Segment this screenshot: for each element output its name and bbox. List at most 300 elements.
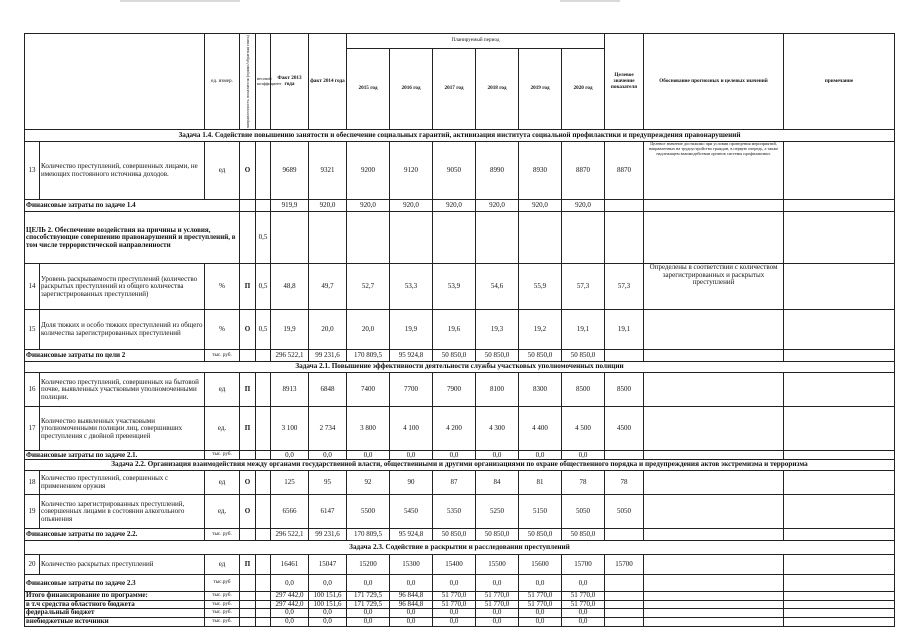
fact-2013-value: 9689 bbox=[271, 142, 309, 200]
empty-cell bbox=[256, 600, 271, 609]
total-value: 51 770,0 bbox=[433, 592, 476, 601]
header-year: 2020 год bbox=[562, 48, 605, 130]
empty-cell bbox=[644, 609, 784, 618]
plan-value: 8300 bbox=[519, 373, 562, 407]
finance-value: 170 809,5 bbox=[347, 529, 390, 541]
total-value: 0,0 bbox=[519, 609, 562, 618]
finance-value: 99 231,6 bbox=[309, 529, 347, 541]
table-row bbox=[25, 495, 895, 529]
table-header bbox=[25, 34, 895, 130]
total-value: 0,0 bbox=[476, 617, 519, 626]
finance-value: 0,0 bbox=[476, 575, 519, 592]
target-value: 8500 bbox=[605, 373, 644, 407]
justification-text bbox=[644, 310, 784, 350]
plan-value: 4 300 bbox=[476, 407, 519, 451]
header-year: 2016 год bbox=[390, 48, 433, 130]
indicator-weight bbox=[256, 471, 271, 495]
finance-value: 50 850,0 bbox=[562, 350, 605, 362]
plan-value: 5350 bbox=[433, 495, 476, 529]
empty-cell bbox=[347, 212, 390, 264]
plan-value: 5050 bbox=[562, 495, 605, 529]
plan-value: 15700 bbox=[562, 555, 605, 575]
empty-cell bbox=[644, 451, 784, 460]
empty-cell bbox=[240, 200, 256, 212]
empty-cell bbox=[256, 529, 271, 541]
finance-value: 0,0 bbox=[309, 575, 347, 592]
empty-cell bbox=[240, 609, 256, 618]
empty-cell bbox=[644, 200, 784, 212]
justification-text bbox=[644, 555, 784, 575]
empty-cell bbox=[644, 575, 784, 592]
plan-value: 81 bbox=[519, 471, 562, 495]
fact-2014-value: 2 734 bbox=[309, 407, 347, 451]
plan-value: 15200 bbox=[347, 555, 390, 575]
note-text bbox=[784, 373, 895, 407]
plan-value: 19,2 bbox=[519, 310, 562, 350]
empty-cell bbox=[271, 212, 309, 264]
finance-value: 920,0 bbox=[390, 200, 433, 212]
total-row bbox=[25, 617, 895, 626]
finance-value: 0,0 bbox=[347, 575, 390, 592]
finance-label: Финансовые затраты по задаче 2.1. bbox=[25, 451, 205, 460]
empty-cell bbox=[256, 350, 271, 362]
total-value: 51 770,0 bbox=[562, 600, 605, 609]
total-value: 0,0 bbox=[390, 609, 433, 618]
plan-value: 19,6 bbox=[433, 310, 476, 350]
empty-cell bbox=[784, 600, 895, 609]
indicator-weight: 0,5 bbox=[256, 310, 271, 350]
fact-2013-value: 16461 bbox=[271, 555, 309, 575]
total-value: 51 770,0 bbox=[433, 600, 476, 609]
finance-value: 0,0 bbox=[390, 575, 433, 592]
empty-cell bbox=[605, 451, 644, 460]
finance-value: 0,0 bbox=[562, 451, 605, 460]
empty-cell bbox=[784, 212, 895, 264]
finance-value: 50 850,0 bbox=[562, 529, 605, 541]
header-year: 2015 год bbox=[347, 48, 390, 130]
total-value: 171 729,5 bbox=[347, 592, 390, 601]
finance-value: 0,0 bbox=[271, 451, 309, 460]
header-weight: весовой коэффициент bbox=[256, 34, 271, 130]
justification-text bbox=[644, 495, 784, 529]
finance-value: 0,0 bbox=[476, 451, 519, 460]
plan-value: 3 800 bbox=[347, 407, 390, 451]
indicator-direction: О bbox=[240, 495, 256, 529]
goal-2-weight: 0,5 bbox=[256, 212, 271, 264]
row-number: 20 bbox=[25, 555, 40, 575]
total-unit: тыс. руб. bbox=[205, 609, 240, 618]
target-value: 19,1 bbox=[605, 310, 644, 350]
header-unit: ед. измер. bbox=[205, 34, 240, 130]
indicator-unit: ед. bbox=[205, 407, 240, 451]
header-planned-period: Планируемый период bbox=[347, 34, 605, 49]
empty-cell bbox=[256, 200, 271, 212]
fact-2013-value: 3 100 bbox=[271, 407, 309, 451]
empty-cell bbox=[784, 575, 895, 592]
finance-value: 920,0 bbox=[433, 200, 476, 212]
total-row bbox=[25, 609, 895, 618]
header-target: Целевое значение показателя bbox=[605, 34, 644, 130]
row-number: 13 bbox=[25, 142, 40, 200]
indicator-unit: % bbox=[205, 310, 240, 350]
note-text bbox=[784, 471, 895, 495]
header-justification: Обоснование прогнозных и целевых значений bbox=[644, 34, 784, 130]
empty-cell bbox=[784, 350, 895, 362]
plan-value: 5150 bbox=[519, 495, 562, 529]
plan-value: 8930 bbox=[519, 142, 562, 200]
target-value: 15700 bbox=[605, 555, 644, 575]
finance-value: 99 231,6 bbox=[309, 350, 347, 362]
finance-row bbox=[25, 350, 895, 362]
fact-2014-value: 6147 bbox=[309, 495, 347, 529]
target-value: 57,3 bbox=[605, 264, 644, 310]
target-value: 5050 bbox=[605, 495, 644, 529]
total-value: 0,0 bbox=[347, 617, 390, 626]
total-value: 297 442,0 bbox=[271, 600, 309, 609]
empty-cell bbox=[240, 212, 256, 264]
total-value: 96 844,8 bbox=[390, 600, 433, 609]
empty-cell bbox=[605, 575, 644, 592]
empty-cell bbox=[784, 617, 895, 626]
total-value: 0,0 bbox=[562, 609, 605, 618]
empty-cell bbox=[390, 212, 433, 264]
empty-cell bbox=[784, 529, 895, 541]
plan-value: 4 400 bbox=[519, 407, 562, 451]
plan-value: 4 200 bbox=[433, 407, 476, 451]
header-direction: направленность показателя (прямо/обратная связь) bbox=[240, 34, 256, 130]
empty-cell bbox=[476, 212, 519, 264]
table-row bbox=[25, 264, 895, 310]
total-value: 96 844,8 bbox=[390, 592, 433, 601]
finance-value: 920,0 bbox=[347, 200, 390, 212]
plan-value: 90 bbox=[390, 471, 433, 495]
empty-cell bbox=[644, 617, 784, 626]
empty-cell bbox=[644, 592, 784, 601]
total-label: Итого финансирование по программе: bbox=[25, 592, 205, 601]
finance-value: 296 522,1 bbox=[271, 529, 309, 541]
finance-value: 0,0 bbox=[390, 451, 433, 460]
indicator-weight: 0,5 bbox=[256, 264, 271, 310]
justification-text bbox=[644, 373, 784, 407]
finance-value: 919,9 bbox=[271, 200, 309, 212]
finance-value: 50 850,0 bbox=[433, 529, 476, 541]
indicator-name: Количество раскрытых преступлений bbox=[40, 555, 205, 575]
finance-value: 95 924,8 bbox=[390, 350, 433, 362]
finance-row bbox=[25, 200, 895, 212]
indicator-unit: ед bbox=[205, 373, 240, 407]
plan-value: 5250 bbox=[476, 495, 519, 529]
justification-text: Определены в соответствии с количеством зарегистрированных и раскрытых преступлений bbox=[644, 264, 784, 310]
indicator-name: Количество зарегистрированных преступлений, совершенных лицами в состоянии алкогольного опьянения bbox=[40, 495, 205, 529]
empty-cell bbox=[784, 592, 895, 601]
total-value: 0,0 bbox=[433, 609, 476, 618]
empty-cell bbox=[240, 592, 256, 601]
fact-2013-value: 8913 bbox=[271, 373, 309, 407]
indicator-name: Доля тяжких и особо тяжких преступлений из общего количества зарегистрированных преступлений bbox=[40, 310, 205, 350]
finance-label: Финансовые затраты по цели 2 bbox=[25, 350, 205, 362]
indicator-unit: ед bbox=[205, 555, 240, 575]
plan-value: 5450 bbox=[390, 495, 433, 529]
empty-cell bbox=[605, 592, 644, 601]
table-row bbox=[25, 373, 895, 407]
note-text bbox=[784, 407, 895, 451]
total-value: 51 770,0 bbox=[519, 600, 562, 609]
plan-value: 54,6 bbox=[476, 264, 519, 310]
plan-value: 92 bbox=[347, 471, 390, 495]
row-number: 17 bbox=[25, 407, 40, 451]
total-row bbox=[25, 600, 895, 609]
indicator-unit: ед bbox=[205, 142, 240, 200]
finance-label: Финансовые затраты по задаче 1.4 bbox=[25, 200, 240, 212]
indicator-direction: П bbox=[240, 407, 256, 451]
empty-cell bbox=[256, 575, 271, 592]
table-row bbox=[25, 555, 895, 575]
fact-2014-value: 49,7 bbox=[309, 264, 347, 310]
goal-2-title: ЦЕЛЬ 2. Обеспечение воздействия на причины и условия, способствующие совершению правонарушений и преступлений, в том числе террористической направленности bbox=[25, 212, 240, 264]
plan-value: 84 bbox=[476, 471, 519, 495]
table-row bbox=[25, 407, 895, 451]
goal-row bbox=[25, 212, 895, 264]
plan-value: 19,1 bbox=[562, 310, 605, 350]
indicator-direction: П bbox=[240, 373, 256, 407]
empty-cell bbox=[644, 212, 784, 264]
section-task-2-1: Задача 2.1. Повышение эффективности деятельности службы участковых уполномоченных полиции bbox=[25, 362, 895, 373]
finance-value: 50 850,0 bbox=[476, 350, 519, 362]
empty-cell bbox=[605, 529, 644, 541]
finance-label: Финансовые затраты по задаче 2.2. bbox=[25, 529, 205, 541]
plan-value: 52,7 bbox=[347, 264, 390, 310]
finance-value: 95 924,8 bbox=[390, 529, 433, 541]
total-value: 0,0 bbox=[476, 609, 519, 618]
finance-value: 0,0 bbox=[562, 575, 605, 592]
finance-value: 0,0 bbox=[519, 575, 562, 592]
finance-value: 0,0 bbox=[309, 451, 347, 460]
note-text bbox=[784, 142, 895, 200]
empty-cell bbox=[644, 350, 784, 362]
indicator-direction: П bbox=[240, 555, 256, 575]
total-value: 0,0 bbox=[347, 609, 390, 618]
empty-cell bbox=[240, 575, 256, 592]
justification-text bbox=[644, 407, 784, 451]
indicators-table bbox=[24, 33, 895, 627]
row-number: 16 bbox=[25, 373, 40, 407]
empty-cell bbox=[605, 600, 644, 609]
empty-cell bbox=[256, 609, 271, 618]
header-note: примечание bbox=[784, 34, 895, 130]
section-task-2-3: Задача 2.3. Содействие в раскрытии и расследовании преступлений bbox=[25, 541, 895, 555]
finance-unit: тыс. руб. bbox=[205, 529, 240, 541]
finance-value: 170 809,5 bbox=[347, 350, 390, 362]
total-value: 171 729,5 bbox=[347, 600, 390, 609]
plan-value: 53,3 bbox=[390, 264, 433, 310]
total-label: в т.ч средства областного бюджета bbox=[25, 600, 205, 609]
header-year: 2019 год bbox=[519, 48, 562, 130]
empty-cell bbox=[240, 600, 256, 609]
plan-value: 5500 bbox=[347, 495, 390, 529]
header-fact-2013: Факт 2013 года bbox=[271, 34, 309, 130]
finance-label: Финансовые затраты по задаче 2.3 bbox=[25, 575, 205, 592]
fact-2014-value: 95 bbox=[309, 471, 347, 495]
empty-cell bbox=[240, 451, 256, 460]
empty-cell bbox=[644, 529, 784, 541]
indicator-name: Количество выявленных участковыми уполномоченными полиции лиц, совершивших преступления с двойной превенцией bbox=[40, 407, 205, 451]
fact-2013-value: 19,9 bbox=[271, 310, 309, 350]
finance-value: 920,0 bbox=[476, 200, 519, 212]
finance-value: 50 850,0 bbox=[433, 350, 476, 362]
indicator-name: Уровень раскрываемости преступлений (количество раскрытых преступлений из общего количества зарегистрированных преступлений) bbox=[40, 264, 205, 310]
plan-value: 15500 bbox=[476, 555, 519, 575]
plan-value: 8990 bbox=[476, 142, 519, 200]
plan-value: 15400 bbox=[433, 555, 476, 575]
fact-2014-value: 20,0 bbox=[309, 310, 347, 350]
row-number: 19 bbox=[25, 495, 40, 529]
header-year: 2017 год bbox=[433, 48, 476, 130]
empty-cell bbox=[605, 609, 644, 618]
fact-2014-value: 9321 bbox=[309, 142, 347, 200]
empty-cell bbox=[256, 592, 271, 601]
note-text bbox=[784, 555, 895, 575]
empty-cell bbox=[605, 200, 644, 212]
total-value: 297 442,0 bbox=[271, 592, 309, 601]
target-value: 78 bbox=[605, 471, 644, 495]
indicator-weight bbox=[256, 495, 271, 529]
indicator-name: Количество преступлений, совершенных с применением оружия bbox=[40, 471, 205, 495]
plan-value: 7700 bbox=[390, 373, 433, 407]
plan-value: 15600 bbox=[519, 555, 562, 575]
empty-cell bbox=[240, 617, 256, 626]
empty-cell bbox=[256, 451, 271, 460]
total-value: 0,0 bbox=[271, 609, 309, 618]
total-unit: тыс. руб. bbox=[205, 617, 240, 626]
finance-value: 0,0 bbox=[433, 575, 476, 592]
plan-value: 9200 bbox=[347, 142, 390, 200]
table-row bbox=[25, 471, 895, 495]
indicator-direction: О bbox=[240, 310, 256, 350]
plan-value: 20,0 bbox=[347, 310, 390, 350]
total-label: внебюджетные источники bbox=[25, 617, 205, 626]
plan-value: 57,3 bbox=[562, 264, 605, 310]
empty-cell bbox=[784, 200, 895, 212]
finance-row bbox=[25, 575, 895, 592]
fact-2013-value: 125 bbox=[271, 471, 309, 495]
indicator-unit: ед bbox=[205, 471, 240, 495]
section-task-2-2: Задача 2.2. Организация взаимодействия между органами государственной власти, общественными и другими организациями по охране общественного порядка и предупреждения актов экстремизма и терроризма bbox=[25, 460, 895, 471]
empty-cell bbox=[784, 609, 895, 618]
total-value: 100 151,6 bbox=[309, 600, 347, 609]
plan-value: 19,3 bbox=[476, 310, 519, 350]
plan-value: 4 100 bbox=[390, 407, 433, 451]
empty-cell bbox=[784, 451, 895, 460]
empty-cell bbox=[605, 212, 644, 264]
row-number: 14 bbox=[25, 264, 40, 310]
note-text bbox=[784, 310, 895, 350]
empty-cell bbox=[605, 350, 644, 362]
total-value: 51 770,0 bbox=[476, 592, 519, 601]
scan-edge-mark bbox=[120, 0, 240, 2]
total-value: 0,0 bbox=[271, 617, 309, 626]
row-number: 15 bbox=[25, 310, 40, 350]
finance-value: 296 522,1 bbox=[271, 350, 309, 362]
finance-value: 0,0 bbox=[433, 451, 476, 460]
indicator-weight bbox=[256, 407, 271, 451]
finance-row bbox=[25, 451, 895, 460]
section-task-1-4: Задача 1.4. Содействие повышению занятости и обеспечение социальных гарантий, активизация института социальной профилактики и предупреждения правонарушений bbox=[25, 130, 895, 142]
finance-value: 920,0 bbox=[309, 200, 347, 212]
fact-2013-value: 6566 bbox=[271, 495, 309, 529]
finance-value: 0,0 bbox=[271, 575, 309, 592]
scan-edge-mark bbox=[560, 0, 620, 2]
total-value: 0,0 bbox=[390, 617, 433, 626]
total-value: 100 151,6 bbox=[309, 592, 347, 601]
header-year: 2018 год bbox=[476, 48, 519, 130]
plan-value: 8500 bbox=[562, 373, 605, 407]
empty-cell bbox=[605, 617, 644, 626]
empty-cell bbox=[644, 600, 784, 609]
empty-cell bbox=[240, 350, 256, 362]
table-body bbox=[25, 130, 895, 626]
indicator-direction: О bbox=[240, 142, 256, 200]
total-value: 0,0 bbox=[433, 617, 476, 626]
total-value: 0,0 bbox=[309, 609, 347, 618]
fact-2013-value: 48,8 bbox=[271, 264, 309, 310]
empty-cell bbox=[309, 212, 347, 264]
header-fact-2014: факт 2014 года bbox=[309, 34, 347, 130]
indicator-weight bbox=[256, 555, 271, 575]
note-text bbox=[784, 495, 895, 529]
plan-value: 8100 bbox=[476, 373, 519, 407]
finance-value: 50 850,0 bbox=[476, 529, 519, 541]
plan-value: 87 bbox=[433, 471, 476, 495]
finance-value: 920,0 bbox=[519, 200, 562, 212]
empty-cell bbox=[519, 212, 562, 264]
total-label: федеральный бюджет bbox=[25, 609, 205, 618]
target-value: 8870 bbox=[605, 142, 644, 200]
finance-row bbox=[25, 529, 895, 541]
header-blank bbox=[25, 34, 205, 130]
indicator-unit: ед. bbox=[205, 495, 240, 529]
total-value: 51 770,0 bbox=[519, 592, 562, 601]
plan-value: 55,9 bbox=[519, 264, 562, 310]
justification-text bbox=[644, 471, 784, 495]
empty-cell bbox=[240, 529, 256, 541]
justification-text: Целевое значение достижимо при условии проведения мероприятий, направленных на трудоустройство граждан, в первую очередь, а также надлежащем взаимодействии органов системы профилактики. bbox=[644, 142, 784, 200]
plan-value: 7900 bbox=[433, 373, 476, 407]
indicator-direction: О bbox=[240, 471, 256, 495]
plan-value: 7400 bbox=[347, 373, 390, 407]
indicator-weight bbox=[256, 373, 271, 407]
plan-value: 4 500 bbox=[562, 407, 605, 451]
finance-value: 50 850,0 bbox=[519, 529, 562, 541]
empty-cell bbox=[562, 212, 605, 264]
finance-value: 50 850,0 bbox=[519, 350, 562, 362]
total-value: 0,0 bbox=[519, 617, 562, 626]
plan-value: 19,9 bbox=[390, 310, 433, 350]
total-unit: тыс. руб. bbox=[205, 592, 240, 601]
total-value: 51 770,0 bbox=[476, 600, 519, 609]
empty-cell bbox=[433, 212, 476, 264]
finance-value: 0,0 bbox=[347, 451, 390, 460]
total-value: 0,0 bbox=[309, 617, 347, 626]
indicator-weight bbox=[256, 142, 271, 200]
plan-value: 9050 bbox=[433, 142, 476, 200]
finance-unit: тыс. руб. bbox=[205, 350, 240, 362]
finance-unit: тыс.руб bbox=[205, 575, 240, 592]
indicator-name: Количество преступлений, совершенных на бытовой почве, выявленных участковыми уполномоченными полиции. bbox=[40, 373, 205, 407]
empty-cell bbox=[256, 617, 271, 626]
plan-value: 9120 bbox=[390, 142, 433, 200]
table-row bbox=[25, 310, 895, 350]
total-unit: тыс. руб. bbox=[205, 600, 240, 609]
